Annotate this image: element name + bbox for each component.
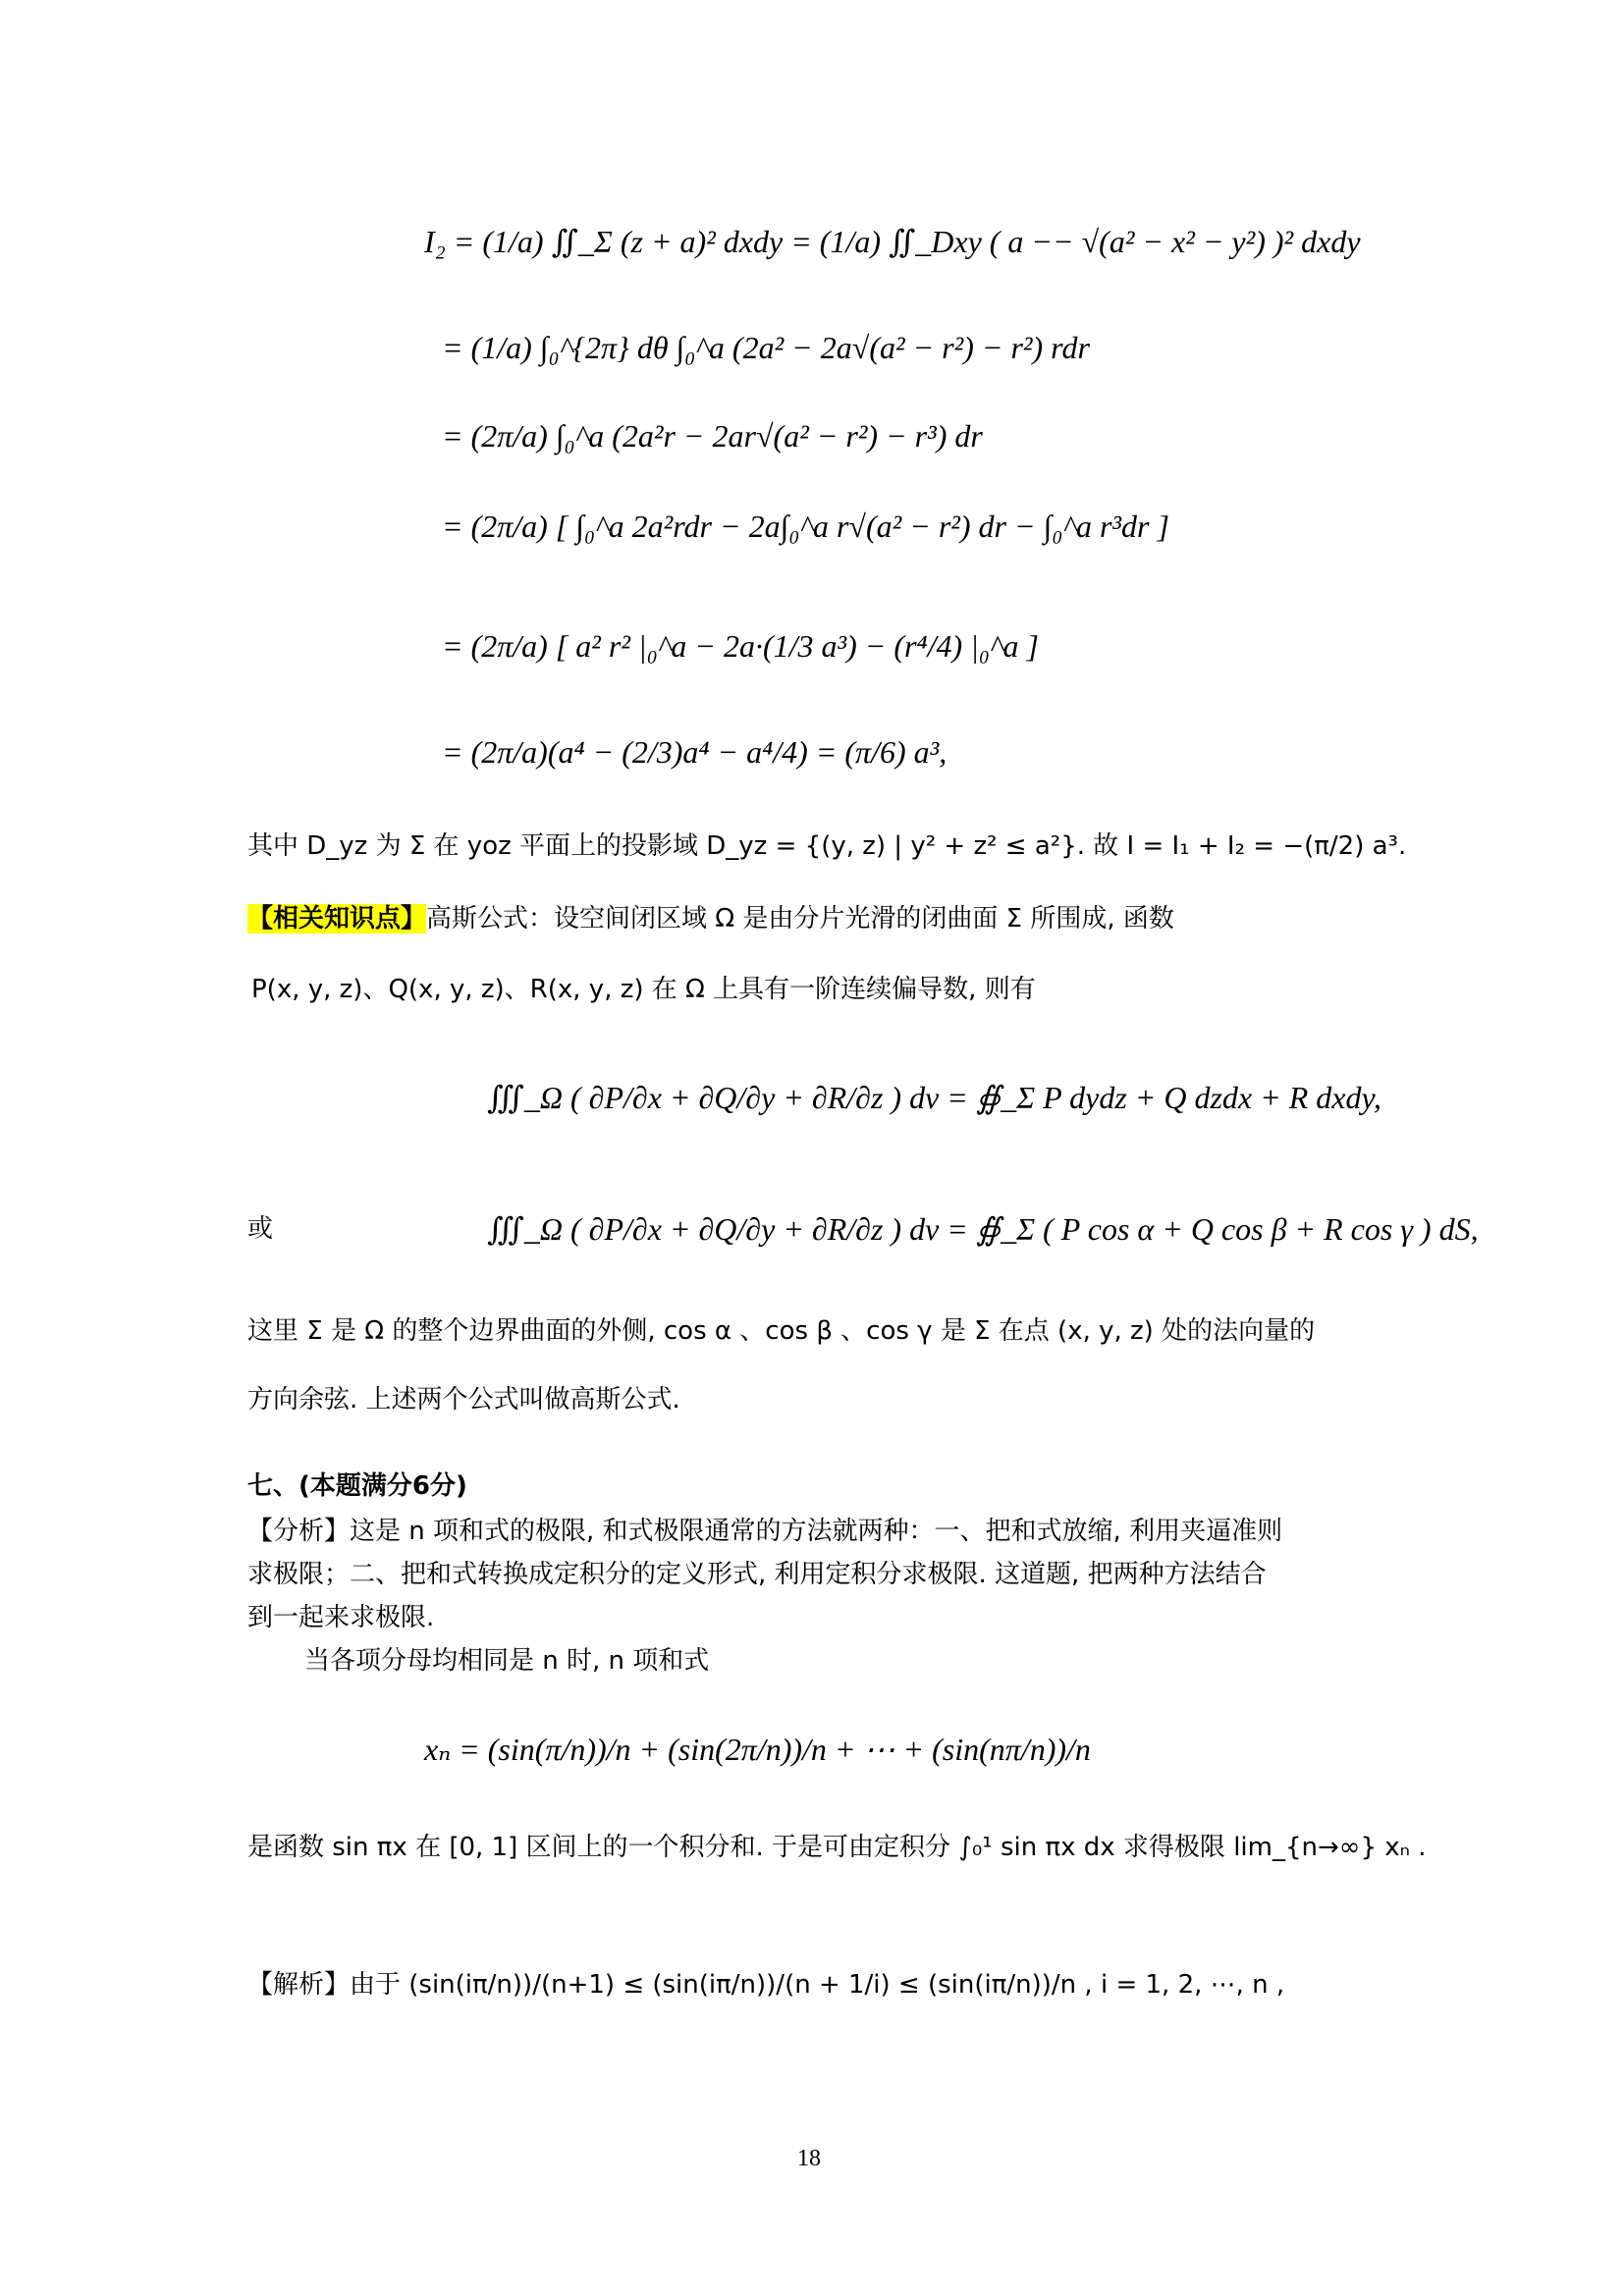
analysis-line-3: 到一起来求极限. [247,1603,435,1632]
section-7-heading: 七、(本题满分6分) [247,1471,467,1501]
analysis-line-1: 【分析】这是 n 项和式的极限, 和式极限通常的方法就两种：一、把和式放缩, 利用夹逼准则 [247,1517,1283,1546]
derivation-line-2: = (1/a) ∫₀^{2π} dθ ∫₀^a (2a² − 2a√(a² − r²) − r²) rdr [442,330,1090,365]
solution-line: 【解析】由于 (sin(iπ/n))/(n+1) ≤ (sin(iπ/n))/(n + 1/i) ≤ (sin(iπ/n))/n , i = 1, 2, ⋯, n , [247,1970,1285,2000]
or-label: 或 [247,1214,274,1244]
knowledge-paragraph [247,899,1174,938]
analysis-line-2: 求极限；二、把和式转换成定积分的定义形式, 利用定积分求极限. 这道题, 把两种方法结合 [247,1560,1267,1589]
when-line: 当各项分母均相同是 n 时, n 项和式 [304,1646,710,1676]
gauss-formula-2: ∭_Ω ( ∂P/∂x + ∂Q/∂y + ∂R/∂z ) dv = ∯_Σ ( P cos α + Q cos β + R cos γ ) dS, [487,1211,1479,1247]
derivation-line-4: = (2π/a) [ ∫₀^a 2a²rdr − 2a∫₀^a r√(a² − r²) dr − ∫₀^a r³dr ] [442,508,1169,544]
page-number: 18 [797,2146,821,2171]
derivation-line-3: = (2π/a) ∫₀^a (2a²r − 2ar√(a² − r²) − r³) dr [442,418,983,454]
knowledge-line-2: P(x, y, z)、Q(x, y, z)、R(x, y, z) 在 Ω 上具有一阶连续偏导数, 则有 [251,975,1036,1004]
integral-sum-line: 是函数 sin πx 在 [0, 1] 区间上的一个积分和. 于是可由定积分 ∫₀¹ sin πx dx 求得极限 lim_{n→∞} xₙ . [247,1833,1427,1862]
derivation-line-6: = (2π/a)(a⁴ − (2/3)a⁴ − a⁴/4) = (π/6) a³, [442,734,947,770]
derivation-line-1: I₂ = (1/a) ∬_Σ (z + a)² dxdy = (1/a) ∬_Dxy ( a −− √(a² − x² − y²) )² dxdy [424,224,1361,259]
knowledge-line-4: 方向余弦. 上述两个公式叫做高斯公式. [247,1385,680,1415]
projection-conclusion: 其中 D_yz 为 Σ 在 yoz 平面上的投影域 D_yz = {(y, z) | y² + z² ≤ a²}. 故 I = I₁ + I₂ = −(π/2) a³. [247,831,1407,861]
derivation-line-5: = (2π/a) [ a² r² |₀^a − 2a·(1/3 a³) − (r⁴/4) |₀^a ] [442,628,1039,664]
knowledge-line-1: 高斯公式：设空间闭区域 Ω 是由分片光滑的闭曲面 Σ 所围成, 函数 [426,904,1174,934]
knowledge-tag: 【相关知识点】 [247,904,427,934]
xn-formula: xₙ = (sin(π/n))/n + (sin(2π/n))/n + ⋯ + (sin(nπ/n))/n [424,1732,1091,1767]
knowledge-line-3: 这里 Σ 是 Ω 的整个边界曲面的外侧, cos α 、cos β 、cos γ 是 Σ 在点 (x, y, z) 处的法向量的 [247,1316,1316,1346]
gauss-formula-1: ∭_Ω ( ∂P/∂x + ∂Q/∂y + ∂R/∂z ) dv = ∯_Σ P dydz + Q dzdx + R dxdy, [487,1080,1381,1115]
